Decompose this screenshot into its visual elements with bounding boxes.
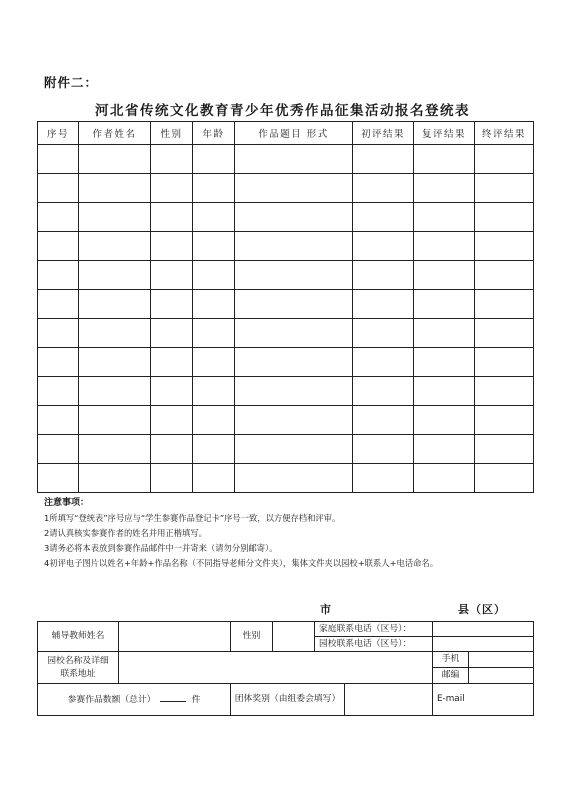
group-award-field[interactable] — [345, 684, 433, 716]
table-cell[interactable] — [38, 406, 79, 435]
postcode-label: 邮编 — [433, 668, 469, 684]
table-cell[interactable] — [151, 203, 193, 232]
table-cell[interactable] — [414, 464, 475, 493]
table-cell[interactable] — [475, 261, 534, 290]
table-cell[interactable] — [151, 174, 193, 203]
table-cell[interactable] — [353, 145, 414, 174]
table-cell[interactable] — [353, 464, 414, 493]
table-cell[interactable] — [353, 261, 414, 290]
table-cell[interactable] — [414, 406, 475, 435]
table-cell[interactable] — [235, 435, 353, 464]
table-cell[interactable] — [151, 145, 193, 174]
table-cell[interactable] — [193, 203, 235, 232]
mobile-field[interactable] — [469, 652, 534, 668]
table-cell[interactable] — [79, 145, 151, 174]
table-cell[interactable] — [353, 290, 414, 319]
table-cell[interactable] — [414, 290, 475, 319]
table-cell[interactable] — [79, 261, 151, 290]
form-title: 河北省传统文化教育青少年优秀作品征集活动报名登统表 — [95, 103, 470, 119]
table-cell[interactable] — [79, 232, 151, 261]
col-header-gender: 性别 — [151, 122, 193, 145]
note-item: 1所填写“登统表”序号应与“学生参赛作品登记卡”序号一致，以方便存档和评审。 — [44, 513, 341, 523]
table-cell[interactable] — [235, 232, 353, 261]
table-cell[interactable] — [38, 464, 79, 493]
teacher-gender-field[interactable] — [273, 622, 315, 652]
table-cell[interactable] — [353, 203, 414, 232]
school-phone-label: 园校联系电话（区号）： — [315, 637, 433, 652]
mobile-label: 手机 — [433, 652, 469, 668]
work-count-cell — [38, 684, 231, 716]
email-label: E-mail — [437, 694, 465, 704]
table-cell[interactable] — [475, 406, 534, 435]
table-cell[interactable] — [235, 319, 353, 348]
table-cell[interactable] — [193, 406, 235, 435]
table-cell[interactable] — [151, 290, 193, 319]
table-cell[interactable] — [38, 232, 79, 261]
table-cell[interactable] — [38, 261, 79, 290]
table-cell[interactable] — [235, 261, 353, 290]
table-cell[interactable] — [475, 435, 534, 464]
col-header-final-review: 终评结果 — [475, 122, 534, 145]
table-cell[interactable] — [193, 464, 235, 493]
teacher-gender-label: 性别 — [231, 622, 273, 652]
table-cell[interactable] — [475, 203, 534, 232]
table-cell[interactable] — [235, 290, 353, 319]
table-row — [38, 145, 534, 174]
col-header-work-title: 作品题目 形式 — [235, 122, 353, 145]
county-label: 县（区） — [458, 603, 506, 616]
table-cell[interactable] — [193, 377, 235, 406]
table-cell[interactable] — [151, 464, 193, 493]
table-cell[interactable] — [353, 174, 414, 203]
table-cell[interactable] — [475, 464, 534, 493]
home-phone-label: 家庭联系电话（区号）： — [315, 622, 433, 637]
teacher-info-table — [37, 621, 534, 716]
table-row — [38, 348, 534, 377]
table-cell[interactable] — [79, 377, 151, 406]
table-cell[interactable] — [193, 232, 235, 261]
table-cell[interactable] — [193, 290, 235, 319]
table-header-row — [38, 122, 534, 145]
table-cell[interactable] — [79, 464, 151, 493]
table-cell[interactable] — [193, 435, 235, 464]
table-cell[interactable] — [475, 290, 534, 319]
work-count-label: 参赛作品数额（总计） — [67, 695, 156, 705]
table-cell[interactable] — [414, 435, 475, 464]
table-row — [38, 464, 534, 493]
table-cell[interactable] — [475, 348, 534, 377]
table-cell[interactable] — [414, 261, 475, 290]
col-header-second-review: 复评结果 — [414, 122, 475, 145]
table-cell[interactable] — [475, 319, 534, 348]
table-row — [38, 174, 534, 203]
note-item: 4初评电子图片以姓名+年龄+作品名称（不同指导老师分文件夹），集体文件夹以园校+联系人+电话命名。 — [44, 558, 439, 568]
attachment-label: 附件二： — [44, 75, 99, 90]
table-cell[interactable] — [353, 377, 414, 406]
table-cell[interactable] — [353, 232, 414, 261]
table-cell[interactable] — [414, 319, 475, 348]
table-cell[interactable] — [353, 348, 414, 377]
notes-heading: 注意事项： — [44, 498, 90, 508]
table-cell[interactable] — [79, 319, 151, 348]
table-cell[interactable] — [235, 145, 353, 174]
table-row — [38, 203, 534, 232]
table-cell[interactable] — [79, 435, 151, 464]
table-row — [38, 319, 534, 348]
table-cell[interactable] — [235, 174, 353, 203]
table-cell[interactable] — [79, 406, 151, 435]
table-cell[interactable] — [38, 435, 79, 464]
table-cell[interactable] — [38, 348, 79, 377]
work-count-unit: 件 — [191, 695, 201, 705]
table-cell[interactable] — [193, 174, 235, 203]
registration-table — [37, 121, 534, 493]
table-cell[interactable] — [151, 406, 193, 435]
table-cell[interactable] — [475, 145, 534, 174]
notes-section — [44, 496, 544, 571]
table-cell[interactable] — [235, 377, 353, 406]
table-cell[interactable] — [353, 435, 414, 464]
table-row — [38, 261, 534, 290]
city-label: 市 — [320, 603, 331, 616]
email-cell[interactable] — [433, 684, 534, 716]
table-row — [38, 232, 534, 261]
group-award-label: 团体奖别（由组委会填写） — [231, 684, 345, 716]
col-header-index: 序号 — [38, 122, 79, 145]
table-cell[interactable] — [353, 319, 414, 348]
teacher-name-field[interactable] — [119, 622, 231, 652]
table-cell[interactable] — [193, 261, 235, 290]
table-cell[interactable] — [235, 203, 353, 232]
table-row — [38, 435, 534, 464]
home-phone-field[interactable] — [433, 622, 534, 637]
school-address-field[interactable] — [119, 652, 433, 684]
table-cell[interactable] — [193, 145, 235, 174]
table-row — [38, 406, 534, 435]
table-cell[interactable] — [38, 174, 79, 203]
table-cell[interactable] — [151, 377, 193, 406]
col-header-author: 作者姓名 — [79, 122, 151, 145]
school-address-label — [38, 652, 119, 684]
note-item: 2请认真核实参赛作者的姓名并用正楷填写。 — [44, 528, 207, 538]
school-phone-field[interactable] — [433, 637, 534, 652]
table-cell[interactable] — [151, 348, 193, 377]
table-row — [38, 290, 534, 319]
table-cell[interactable] — [38, 290, 79, 319]
school-address-label-line2: 联系地址 — [60, 668, 96, 679]
col-header-first-review: 初评结果 — [353, 122, 414, 145]
table-cell[interactable] — [193, 348, 235, 377]
table-cell[interactable] — [151, 261, 193, 290]
table-cell[interactable] — [414, 377, 475, 406]
note-item: 3请务必将本表放到参赛作品邮件中一并寄来（请勿分别邮寄）。 — [44, 543, 278, 553]
table-cell[interactable] — [38, 145, 79, 174]
col-header-age: 年龄 — [193, 122, 235, 145]
table-cell[interactable] — [235, 464, 353, 493]
table-cell[interactable] — [414, 174, 475, 203]
table-cell[interactable] — [38, 203, 79, 232]
table-cell[interactable] — [79, 348, 151, 377]
table-cell[interactable] — [475, 232, 534, 261]
school-address-label-line1: 园校名称及详细 — [47, 655, 109, 666]
table-cell[interactable] — [151, 232, 193, 261]
table-cell[interactable] — [79, 174, 151, 203]
table-cell[interactable] — [414, 348, 475, 377]
table-cell[interactable] — [475, 377, 534, 406]
table-row — [38, 377, 534, 406]
table-cell[interactable] — [353, 406, 414, 435]
table-cell[interactable] — [151, 435, 193, 464]
table-cell[interactable] — [151, 319, 193, 348]
registration-table-body — [38, 145, 534, 493]
table-cell[interactable] — [235, 348, 353, 377]
work-count-field[interactable] — [160, 692, 186, 702]
table-cell[interactable] — [414, 145, 475, 174]
table-cell[interactable] — [475, 174, 534, 203]
table-cell[interactable] — [79, 290, 151, 319]
teacher-name-label: 辅导教师姓名 — [38, 622, 119, 652]
postcode-field[interactable] — [469, 668, 534, 684]
table-cell[interactable] — [38, 319, 79, 348]
table-cell[interactable] — [414, 203, 475, 232]
table-cell[interactable] — [235, 406, 353, 435]
table-cell[interactable] — [193, 319, 235, 348]
table-cell[interactable] — [79, 203, 151, 232]
table-cell[interactable] — [38, 377, 79, 406]
table-cell[interactable] — [414, 232, 475, 261]
